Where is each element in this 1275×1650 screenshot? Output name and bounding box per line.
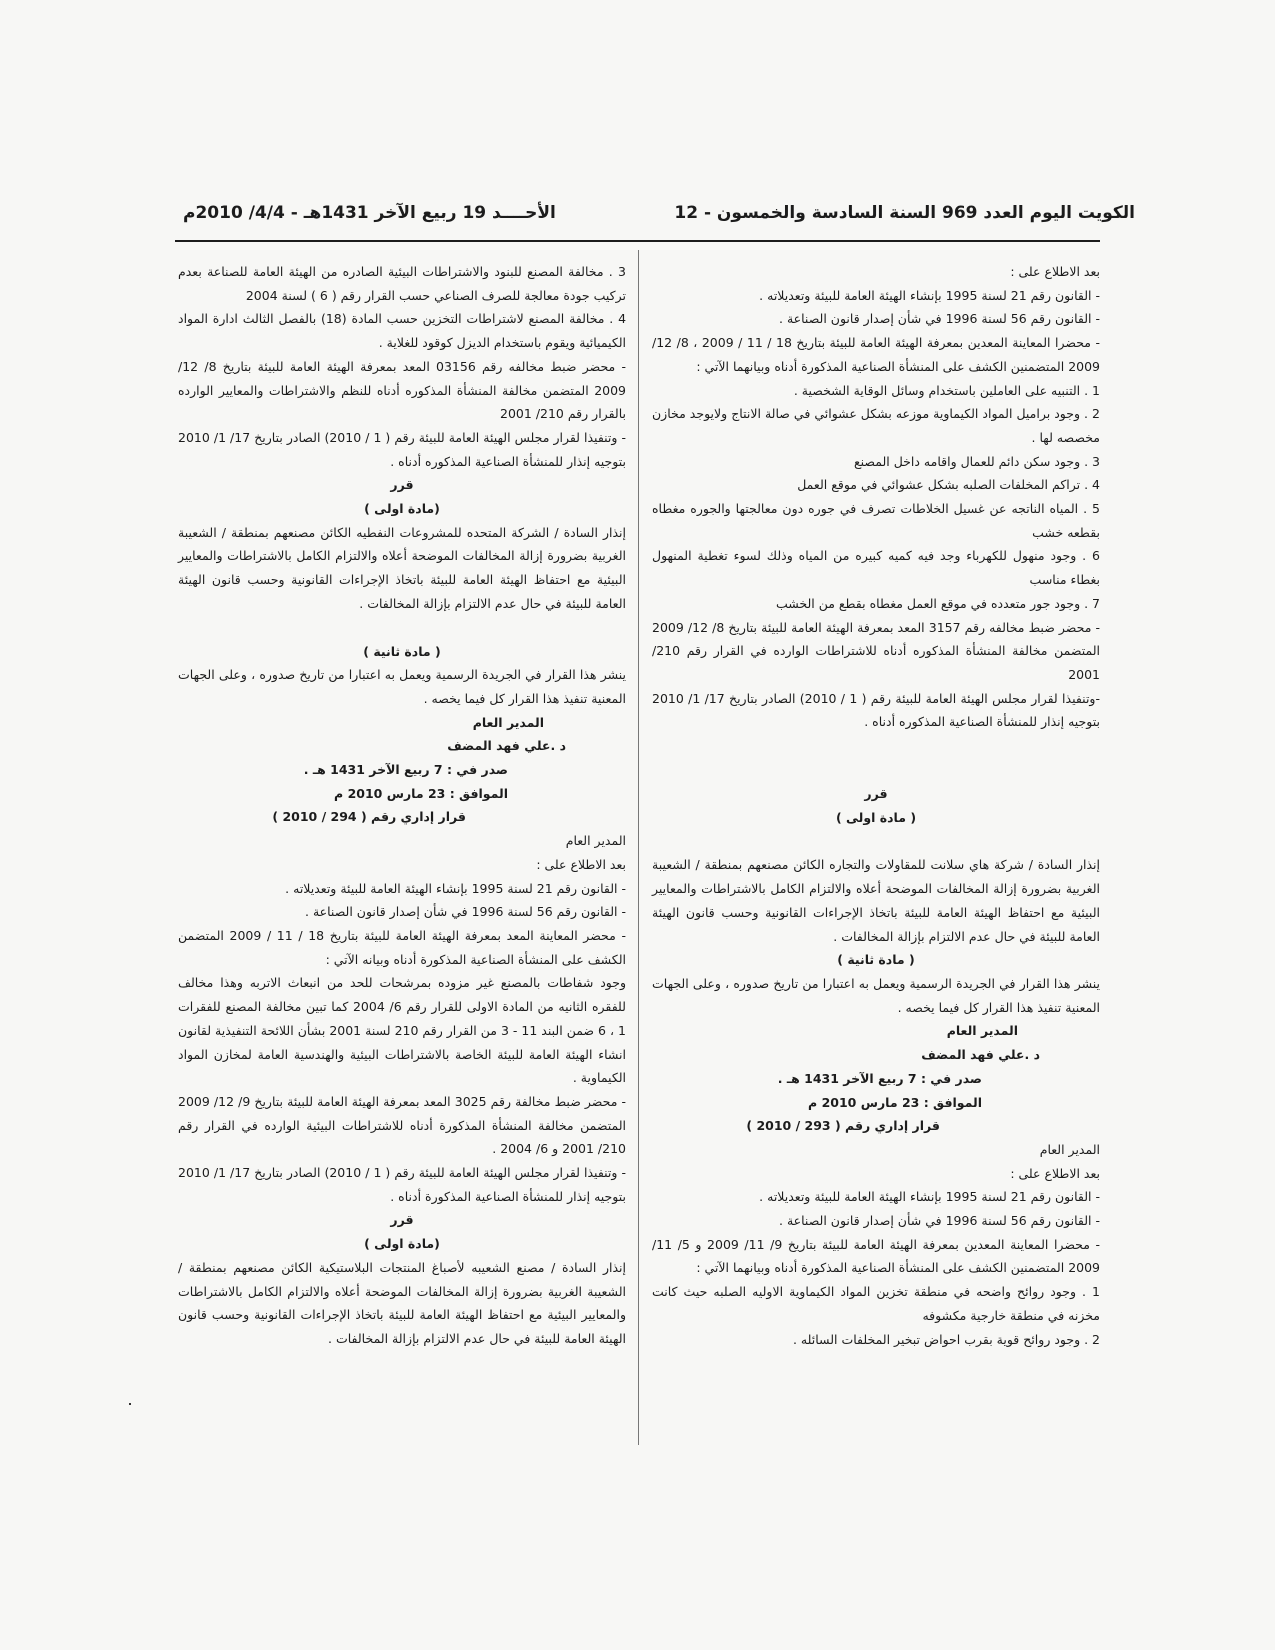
violation-item: 3 . مخالفة المصنع للبنود والاشتراطات البيئية الصادره من الهيئة العامة للصناعة بعدم تركيب جودة معالجة للصرف الصناعي حسب القرار رقم ( 6 ) لسنة 2004 bbox=[178, 264, 626, 303]
header-date: الأحــــد 19 ربيع الآخر 1431هـ - 4/4/ 2010م bbox=[183, 203, 556, 223]
law-reference: - القانون رقم 21 لسنة 1995 بإنشاء الهيئة العامة للبيئة وتعديلاته . bbox=[759, 287, 1100, 303]
decision-number: قرار إداري رقم ( 293 / 2010 ) bbox=[746, 1118, 940, 1134]
column-divider bbox=[638, 250, 639, 1445]
article-body: إنذار السادة / الشركة المتحده للمشروعات النفطيه الكائن مصنعهم بمنطقة / الشعيبة الغربية بضرورة إزالة المخالفات الموضحة أعلاه والالتزام الكامل بالاشتراطات والمعايير البيئية مع احتفاظ الهيئة العامة للبيئة باتخاذ الإجراءات القانونية وحسب قانون الهيئة العامة للبيئة في حال عدم الالتزام بإزالة المخالفات . bbox=[178, 524, 626, 611]
decision-heading: قرر bbox=[390, 477, 414, 493]
issue-date-gregorian: الموافق : 23 مارس 2010 م bbox=[334, 785, 508, 801]
article-heading: ( مادة ثانية ) bbox=[363, 643, 441, 659]
violation-details: وجود شفاطات بالمصنع غير مزوده بمرشحات للحد من انبعاث الاتربه وهذا مخالف للفقره الثانيه من المادة الاولى للقرار رقم 6/ 2004 كما تبين مخالفة المصنع للفقرات 1 ، 6 ضمن البند 11 - 3 من القرار رقم 210 لسنة 2001 بشأن اللائحة التنفيذية لقانون انشاء الهيئة العامة للبيئة الخاصة بالاشتراطات البيئية والهندسية العامة لمخازن المواد الكيماوية . bbox=[178, 975, 626, 1086]
signatory-name: د .علي فهد المضف bbox=[921, 1047, 1040, 1063]
violation-report: - محضر ضبط مخالفه رقم 3157 المعد بمعرفة الهيئة العامة للبيئة بتاريخ 8/ 12/ 2009 المتضمن مخالفة المنشأة المذكوره أدناه للاشتراطات الوارده في القرار رقم 210/ 2001 bbox=[652, 619, 1101, 682]
article-heading: ( مادة اولى ) bbox=[835, 809, 917, 825]
violation-item: 4 . مخالفة المصنع لاشتراطات التخزين حسب المادة (18) بالفصل الثالث ادارة المواد الكيميائية ويقوم باستخدام الديزل كوقود للغلاية . bbox=[178, 311, 627, 351]
preamble-heading: بعد الاطلاع على : bbox=[1010, 264, 1100, 279]
issue-date-hijri: صدر في : 7 ربيع الآخر 1431 هـ . bbox=[303, 762, 508, 778]
preamble-heading: بعد الاطلاع على : bbox=[536, 856, 626, 872]
article-body: ينشر هذا القرار في الجريدة الرسمية ويعمل به اعتبارا من تاريخ صدوره ، وعلى الجهات المعنية تنفيذ هذا القرار كل فيما يخصه . bbox=[178, 667, 626, 706]
article-heading: (مادة اولى ) bbox=[364, 1236, 440, 1252]
law-reference: - القانون رقم 21 لسنة 1995 بإنشاء الهيئة العامة للبيئة وتعديلاته . bbox=[285, 880, 626, 896]
article-body: إنذار السادة / مصنع الشعيبه لأصباغ المنتجات البلاستيكية الكائن مصنعهم بمنطقة / الشعيبة الغربية بضرورة إزالة المخالفات الموضحة أعلاه والالتزام الكامل بالاشتراطات والمعايير البيئية مع احتفاظ الهيئة العامة للبيئة باتخاذ الإجراءات القانونية وحسب قانون الهيئة العامة للبيئة في حال عدم الالتزام بإزالة المخالفات . bbox=[178, 1259, 626, 1346]
violation-item: 2 . وجود روائح قوية بقرب احواض تبخير المخلفات السائله . bbox=[792, 1331, 1100, 1347]
header-issue-info: الكويت اليوم العدد 969 السنة السادسة والخمسون - 12 bbox=[674, 203, 1135, 223]
decision-heading: قرر bbox=[390, 1212, 414, 1228]
issue-date-gregorian: الموافق : 23 مارس 2010 م bbox=[808, 1094, 982, 1110]
article-heading: (مادة اولى ) bbox=[364, 501, 440, 517]
preamble-heading: بعد الاطلاع على : bbox=[1010, 1165, 1100, 1181]
left-column bbox=[178, 260, 626, 1351]
header-divider bbox=[175, 240, 1100, 242]
right-column bbox=[652, 260, 1100, 1351]
inspection-report: - محضر المعاينة المعد بمعرفة الهيئة العامة للبيئة بتاريخ 18 / 11 / 2009 المتضمن الكشف على المنشأة الصناعية المذكورة أدناه وبيانه الآتي : bbox=[178, 927, 626, 967]
signatory-title: المدير العام bbox=[565, 833, 626, 849]
signatory-title: المدير العام bbox=[472, 714, 544, 730]
inspection-report: - محضرا المعاينة المعدين بمعرفة الهيئة العامة للبيئة بتاريخ 18 / 11 / 2009 ، 8/ 12/ 2009 المتضمنين الكشف على المنشأة الصناعية المذكورة أدناه وبيانهما الآتي : bbox=[652, 335, 1100, 374]
signatory-title: المدير العام bbox=[946, 1023, 1018, 1039]
violation-item: 3 . وجود سكن دائم للعمال واقامه داخل المصنع bbox=[853, 453, 1100, 469]
inspection-report: - محضرا المعاينة المعدين بمعرفة الهيئة العامة للبيئة بتاريخ 9/ 11/ 2009 و 5/ 11/ 2009 المتضمنين الكشف على المنشأة الصناعية المذكورة أدناه وبيانهما الآتي : bbox=[652, 1236, 1100, 1276]
council-resolution: - وتنفيذا لقرار مجلس الهيئة العامة للبيئة رقم ( 1 / 2010) الصادر بتاريخ 17/ 1/ 2010 بتوجيه إنذار للمنشأة الصناعية المذكوره أدناه . bbox=[178, 429, 626, 469]
violation-item: 4 . تراكم المخلفات الصلبه بشكل عشوائي في موقع العمل bbox=[797, 477, 1100, 493]
signatory-title: المدير العام bbox=[1039, 1141, 1100, 1157]
article-body: إنذار السادة / شركة هاي سلانت للمقاولات والتجاره الكائن مصنعهم بمنطقة / الشعيبة الغربية بضرورة إزالة المخالفات الموضحة أعلاه والالتزام الكامل بالاشتراطات والمعايير البيئية مع احتفاظ الهيئة العامة للبيئة باتخاذ الإجراءات القانونية وحسب قانون الهيئة العامة للبيئة في حال عدم الالتزام بإزالة المخالفات . bbox=[652, 857, 1100, 944]
violation-item: 7 . وجود جور متعدده في موقع العمل مغطاه بقطع من الخشب bbox=[775, 595, 1100, 611]
law-reference: - القانون رقم 56 لسنة 1996 في شأن إصدار قانون الصناعة . bbox=[305, 904, 626, 920]
law-reference: - القانون رقم 21 لسنة 1995 بإنشاء الهيئة العامة للبيئة وتعديلاته . bbox=[759, 1189, 1100, 1205]
violation-report: - محضر ضبط مخالفه رقم 03156 المعد بمعرفة الهيئة العامة للبيئة بتاريخ 8/ 12/ 2009 المتضمن مخالفة المنشأة المذكوره أدناه للنظم والاشتراطات والمعايير الوارده بالقرار رقم 210/ 2001 bbox=[178, 358, 626, 422]
violation-item: 2 . وجود براميل المواد الكيماوية موزعه بشكل عشوائي في صالة الانتاج ولايوجد مخازن مخصصه لها . bbox=[652, 406, 1100, 445]
decision-heading: قرر bbox=[864, 786, 888, 802]
decision-number: قرار إداري رقم ( 294 / 2010 ) bbox=[272, 809, 466, 825]
violation-item: 5 . المياه الناتجه عن غسيل الخلاطات تصرف في جوره دون معالجتها والجوره مغطاه بقطعه خشب bbox=[652, 501, 1100, 540]
law-reference: - القانون رقم 56 لسنة 1996 في شأن إصدار قانون الصناعة . bbox=[779, 311, 1100, 327]
issue-date-hijri: صدر في : 7 ربيع الآخر 1431 هـ . bbox=[777, 1070, 982, 1086]
article-body: ينشر هذا القرار في الجريدة الرسمية ويعمل به اعتبارا من تاريخ صدوره ، وعلى الجهات المعنية تنفيذ هذا القرار كل فيما يخصه . bbox=[652, 975, 1100, 1015]
council-resolution: -وتنفيذا لقرار مجلس الهيئة العامة للبيئة رقم ( 1 / 2010) الصادر بتاريخ 17/ 1/ 2010 بتوجيه إنذار للمنشأة الصناعية المذكوره أدناه . bbox=[652, 690, 1100, 730]
violation-item: 6 . وجود منهول للكهرباء وجد فيه كميه كبيره من المياه وذلك لسوء تغطية المنهول بغطاء مناسب bbox=[652, 548, 1100, 588]
violation-item: 1 . وجود روائح واضحه في منطقة تخزين المواد الكيماوية الاوليه الصلبه حيث كانت مخزنه في منطقة خارجية مكشوفه bbox=[652, 1284, 1100, 1323]
council-resolution: - وتنفيذا لقرار مجلس الهيئة العامة للبيئة رقم ( 1 / 2010) الصادر بتاريخ 17/ 1/ 2010 بتوجيه إنذار للمنشأة الصناعية المذكورة أدناه . bbox=[178, 1165, 626, 1204]
law-reference: - القانون رقم 56 لسنة 1996 في شأن إصدار قانون الصناعة . bbox=[779, 1213, 1100, 1229]
signatory-name: د .علي فهد المضف bbox=[447, 738, 566, 754]
violation-report: - محضر ضبط مخالفة رقم 3025 المعد بمعرفة الهيئة العامة للبيئة بتاريخ 9/ 12/ 2009 المتضمن مخالفة المنشأة المذكورة أدناه للاشتراطات البيئية الوارده في القرار رقم 210/ 2001 و 6/ 2004 . bbox=[178, 1093, 627, 1157]
article-heading: ( مادة ثانية ) bbox=[837, 952, 915, 968]
violation-item: 1 . التنبيه على العاملين باستخدام وسائل الوقاية الشخصية . bbox=[793, 382, 1100, 398]
scan-speck bbox=[129, 1403, 131, 1405]
